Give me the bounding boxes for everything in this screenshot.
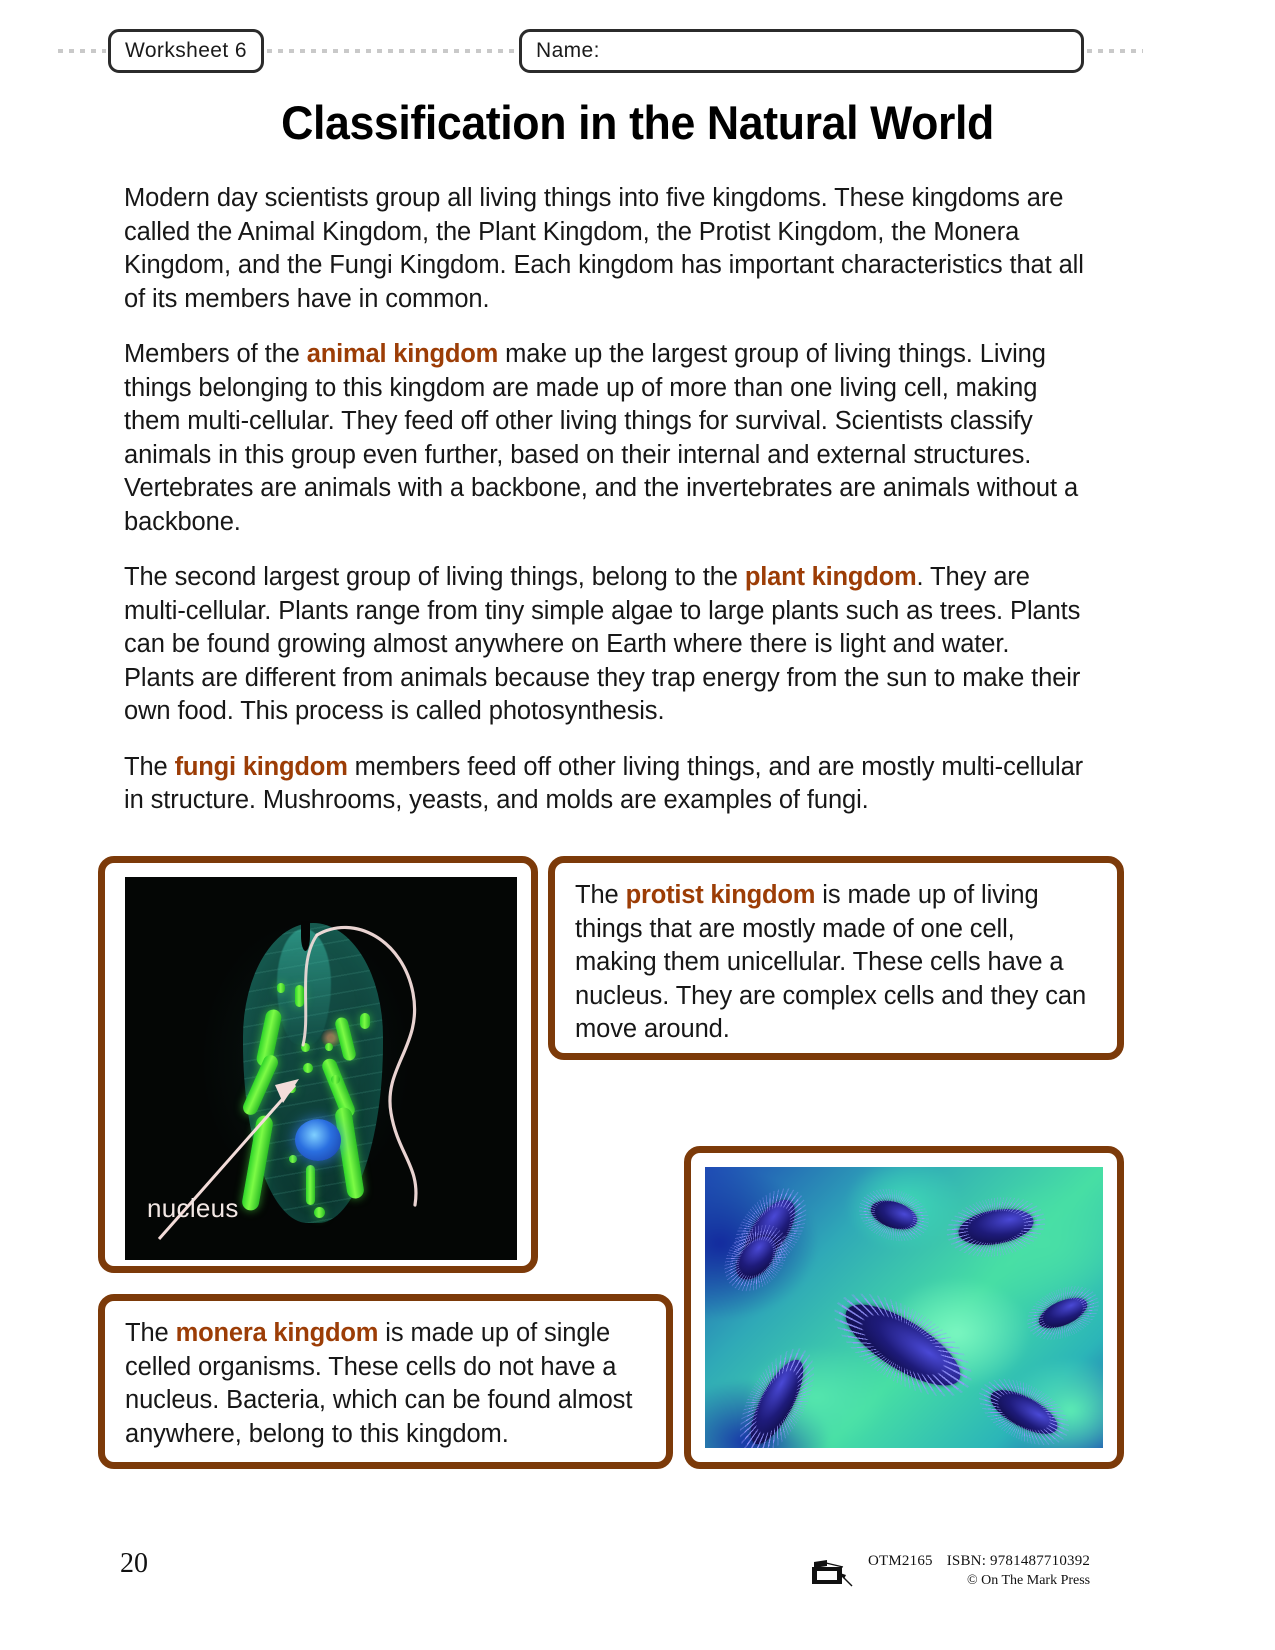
article-body: [124, 182, 1084, 840]
dotted-rule-middle: [267, 49, 516, 53]
dotted-rule-right: [1087, 49, 1143, 53]
bacteria-illustration: [705, 1167, 1103, 1448]
name-field-box[interactable]: [519, 29, 1084, 73]
protist-text-card: [548, 856, 1124, 1060]
dotted-rule-left: [58, 49, 106, 53]
euglena-illustration: [125, 877, 517, 1260]
monera-paragraph: The monera kingdom is made up of single celled organisms. These cells do not have a nucleus. Bacteria, which can be found almost anywhere, belong to this kingdom.: [125, 1319, 633, 1448]
chloroplast-shape: [277, 983, 285, 993]
keyword-term: protist kingdom: [625, 881, 816, 909]
chloroplast-shape: [360, 1013, 370, 1029]
isbn: ISBN: 9781487710392: [946, 1553, 1091, 1569]
chloroplast-shape: [295, 985, 304, 1007]
nucleus-pointer-arrow: [125, 1067, 385, 1257]
keyword-term: animal kingdom: [306, 340, 499, 368]
photocopier-icon: [810, 1556, 854, 1590]
nucleus-image-label: nucleus: [147, 1193, 239, 1223]
bacterium-shape: [956, 1204, 1037, 1251]
page-number: 20: [120, 1548, 148, 1579]
paragraph-fungi: The fungi kingdom members feed off other living things, and are mostly multi-cellular in structure. Mushrooms, yeasts, and molds are examples of fungi.: [124, 752, 1084, 814]
chloroplast-shape: [301, 1043, 310, 1052]
monera-text-card: [98, 1294, 673, 1469]
footer-imprint: [810, 1552, 1090, 1590]
keyword-term: plant kingdom: [744, 563, 917, 591]
chloroplast-shape: [325, 1043, 333, 1051]
keyword-term: monera kingdom: [175, 1319, 379, 1347]
imprint-lines: [868, 1552, 1090, 1590]
bacterium-shape: [1034, 1291, 1091, 1334]
monera-image-card: [684, 1146, 1124, 1469]
paragraph-plant: The second largest group of living things, belong to the plant kingdom. They are multi-cellular. Plants range from tiny simple algae to large plants such as trees. Plants can be found growing almost anywhere on Earth where there is light and water. Plants are different from animals because they trap energy from the sun to make their own food. This process is called photosynthesis.: [124, 563, 1081, 725]
paragraph-animal: Members of the animal kingdom make up the largest group of living things. Living things belonging to this kingdom are made up of more than one living cell, making them multi-cellular. They feed off other living things for survival. Scientists classify animals in this group even further, based on their internal and external structures. Vertebrates are animals with a backbone, and the invertebrates are animals without a backbone.: [124, 340, 1079, 536]
anterior-notch-shape: [301, 921, 310, 951]
page-title: Classification in the Natural World: [281, 96, 994, 149]
protist-image-card: [98, 856, 538, 1273]
imprint-line-1: [868, 1552, 1090, 1571]
worksheet-number-label: Worksheet 6: [125, 39, 247, 62]
product-code: OTM2165: [868, 1553, 933, 1569]
copyright-line: © On The Mark Press: [966, 1573, 1091, 1588]
paragraph-intro: Modern day scientists group all living things into five kingdoms. These kingdoms are called the Animal Kingdom, the Plant Kingdom, the Protist Kingdom, the Monera Kingdom, and the Fungi Kingdom. Each kingdom has important characteristics that all of its members have in common.: [124, 184, 1084, 313]
protist-paragraph: The protist kingdom is made up of living things that are mostly made of one cell, making them unicellular. These cells have a nucleus. They are complex cells and they can move around.: [575, 881, 1087, 1043]
keyword-term: fungi kingdom: [174, 752, 348, 781]
worksheet-number-pill: [108, 29, 264, 73]
worksheet-header: [58, 28, 1143, 74]
bacterium-shape: [867, 1195, 921, 1235]
name-field-label: Name:: [536, 39, 600, 62]
